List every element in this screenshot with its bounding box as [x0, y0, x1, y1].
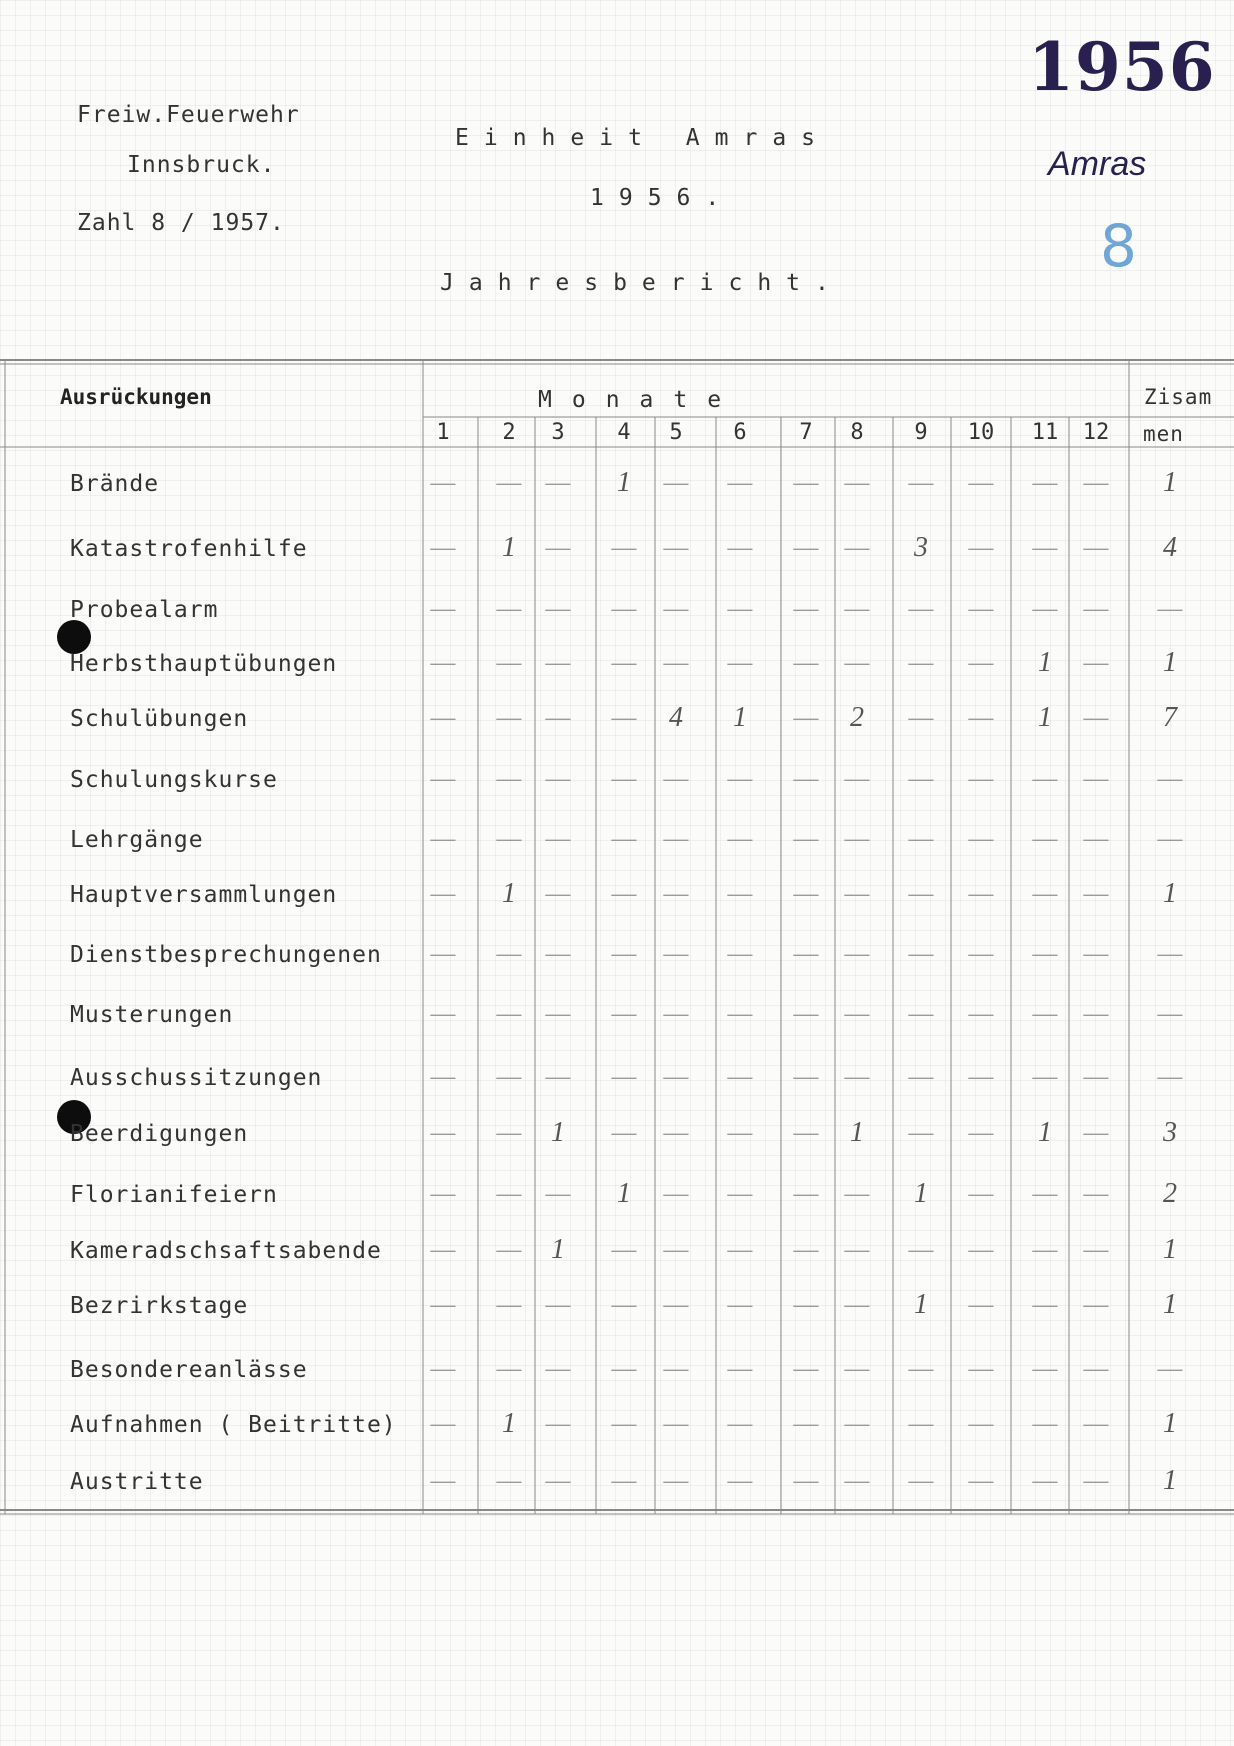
month-header-1: 1: [436, 420, 450, 445]
month-header-11: 11: [1031, 420, 1059, 445]
table-cell: —: [968, 1289, 994, 1320]
stamp-place: Amras: [1048, 145, 1147, 183]
table-cell: —: [968, 1408, 994, 1439]
table-cell: —: [430, 702, 456, 733]
file-number: Zahl 8 / 1957.: [77, 210, 285, 236]
table-cell: —: [611, 532, 637, 563]
table-cell: —: [496, 467, 522, 498]
table-cell: 1: [914, 1178, 928, 1209]
row-label: Ausschussitzungen: [70, 1065, 323, 1091]
row-label: Schulungskurse: [70, 767, 278, 793]
table-cell: —: [727, 532, 753, 563]
table-cell: —: [968, 1117, 994, 1148]
table-cell: 1: [502, 1408, 516, 1439]
month-header-5: 5: [669, 420, 683, 445]
table-cell: —: [611, 763, 637, 794]
row-total: —: [1157, 593, 1183, 624]
table-cell: —: [1083, 1408, 1109, 1439]
table-cell: —: [1032, 1289, 1058, 1320]
table-cell: —: [663, 938, 689, 969]
table-cell: —: [1032, 763, 1058, 794]
table-cell: —: [663, 878, 689, 909]
table-cell: —: [611, 702, 637, 733]
table-cell: —: [1083, 763, 1109, 794]
table-cell: —: [496, 823, 522, 854]
table-cell: —: [1083, 1117, 1109, 1148]
table-cell: —: [908, 1061, 934, 1092]
table-cell: —: [968, 938, 994, 969]
table-cell: —: [908, 763, 934, 794]
table-cell: —: [1032, 1234, 1058, 1265]
row-label: Beerdigungen: [70, 1121, 249, 1147]
table-cell: —: [430, 1465, 456, 1496]
table-cell: —: [430, 467, 456, 498]
table-cell: —: [968, 702, 994, 733]
table-cell: —: [611, 823, 637, 854]
table-cell: —: [611, 1465, 637, 1496]
table-cell: —: [663, 647, 689, 678]
table-cell: —: [611, 1289, 637, 1320]
table-cell: —: [1083, 1234, 1109, 1265]
table-cell: —: [545, 1465, 571, 1496]
table-cell: —: [663, 823, 689, 854]
row-label: Lehrgänge: [70, 827, 204, 853]
table-cell: —: [1083, 593, 1109, 624]
table-cell: —: [727, 1408, 753, 1439]
table-cell: 1: [850, 1117, 864, 1148]
table-cell: —: [727, 878, 753, 909]
table-cell: 1: [1038, 1117, 1052, 1148]
months-header: Monate: [538, 387, 742, 413]
table-cell: —: [908, 998, 934, 1029]
row-label: Bezrirkstage: [70, 1293, 249, 1319]
table-cell: —: [496, 702, 522, 733]
table-cell: —: [663, 593, 689, 624]
year-line: 1956.: [590, 185, 735, 211]
table-cell: —: [844, 938, 870, 969]
table-cell: —: [663, 998, 689, 1029]
table-cell: —: [844, 1061, 870, 1092]
table-cell: —: [430, 763, 456, 794]
table-cell: —: [663, 763, 689, 794]
table-cell: 1: [1038, 647, 1052, 678]
table-cell: —: [496, 1178, 522, 1209]
table-cell: —: [430, 593, 456, 624]
row-label: Austritte: [70, 1469, 204, 1495]
table-cell: —: [727, 1353, 753, 1384]
table-cell: —: [430, 938, 456, 969]
row-total: 4: [1163, 532, 1177, 563]
table-cell: —: [496, 1117, 522, 1148]
table-cell: —: [611, 1408, 637, 1439]
table-cell: —: [430, 532, 456, 563]
table-cell: —: [1032, 998, 1058, 1029]
table-cell: —: [545, 593, 571, 624]
table-cell: —: [496, 593, 522, 624]
row-total: 1: [1163, 467, 1177, 498]
total-header-line1: Zisam: [1144, 385, 1213, 409]
row-total: —: [1157, 998, 1183, 1029]
table-cell: —: [844, 763, 870, 794]
table-cell: —: [611, 1117, 637, 1148]
table-cell: —: [430, 1408, 456, 1439]
table-cell: —: [611, 878, 637, 909]
row-label: Kameradschsaftsabende: [70, 1238, 382, 1264]
table-cell: —: [793, 1353, 819, 1384]
table-cell: —: [1083, 998, 1109, 1029]
table-cell: —: [496, 1234, 522, 1265]
table-cell: —: [793, 647, 819, 678]
table-cell: —: [968, 763, 994, 794]
table-cell: —: [793, 1061, 819, 1092]
table-cell: —: [611, 1353, 637, 1384]
table-cell: —: [727, 938, 753, 969]
table-cell: 1: [1038, 702, 1052, 733]
table-cell: —: [793, 878, 819, 909]
stamp-year: 1956: [1028, 28, 1216, 106]
row-total: —: [1157, 1353, 1183, 1384]
table-cell: —: [663, 1178, 689, 1209]
row-total: —: [1157, 823, 1183, 854]
row-total: 1: [1163, 647, 1177, 678]
table-cell: —: [844, 1353, 870, 1384]
table-cell: —: [793, 1289, 819, 1320]
table-cell: —: [1083, 1353, 1109, 1384]
table-cell: —: [793, 823, 819, 854]
row-label: Besondereanlässe: [70, 1357, 308, 1383]
handwritten-number: 8: [1100, 212, 1137, 280]
table-cell: —: [611, 938, 637, 969]
month-header-10: 10: [967, 420, 995, 445]
month-header-8: 8: [850, 420, 864, 445]
table-cell: —: [908, 1353, 934, 1384]
unit-title: Einheit Amras: [455, 125, 831, 151]
table-cell: —: [663, 1234, 689, 1265]
table-cell: —: [663, 1353, 689, 1384]
table-cell: —: [844, 1408, 870, 1439]
table-cell: —: [430, 878, 456, 909]
table-cell: —: [1083, 938, 1109, 969]
table-cell: —: [1032, 1178, 1058, 1209]
table-cell: —: [727, 1234, 753, 1265]
table-cell: —: [793, 1117, 819, 1148]
month-header-6: 6: [733, 420, 747, 445]
table-cell: —: [844, 823, 870, 854]
table-cell: 1: [502, 532, 516, 563]
row-total: 1: [1163, 1234, 1177, 1265]
table-cell: —: [908, 647, 934, 678]
table-cell: —: [430, 1178, 456, 1209]
table-cell: —: [496, 647, 522, 678]
table-cell: —: [496, 998, 522, 1029]
table-cell: —: [793, 1465, 819, 1496]
table-cell: —: [1032, 1353, 1058, 1384]
table-cell: —: [430, 1353, 456, 1384]
table-cell: —: [727, 823, 753, 854]
table-cell: —: [663, 1117, 689, 1148]
table-cell: —: [545, 532, 571, 563]
table-cell: —: [1083, 532, 1109, 563]
table-cell: —: [545, 647, 571, 678]
table-cell: —: [545, 763, 571, 794]
table-cell: 1: [914, 1289, 928, 1320]
table-cell: —: [545, 938, 571, 969]
table-cell: —: [968, 878, 994, 909]
table-cell: —: [663, 532, 689, 563]
table-cell: —: [844, 998, 870, 1029]
row-label: Schulübungen: [70, 706, 249, 732]
table-cell: 1: [502, 878, 516, 909]
month-header-3: 3: [551, 420, 565, 445]
table-cell: —: [968, 532, 994, 563]
table-cell: —: [545, 1408, 571, 1439]
table-cell: —: [727, 1061, 753, 1092]
table-cell: —: [1032, 1061, 1058, 1092]
month-header-9: 9: [914, 420, 928, 445]
table-cell: —: [1083, 647, 1109, 678]
table-cell: —: [663, 1289, 689, 1320]
table-cell: —: [968, 823, 994, 854]
table-cell: —: [793, 467, 819, 498]
month-header-2: 2: [502, 420, 516, 445]
table-cell: —: [844, 532, 870, 563]
table-cell: —: [545, 1289, 571, 1320]
table-cell: —: [496, 763, 522, 794]
table-cell: —: [663, 1408, 689, 1439]
table-cell: —: [793, 1408, 819, 1439]
table-cell: —: [430, 1289, 456, 1320]
row-total: 2: [1163, 1178, 1177, 1209]
report-title: Jahresbericht.: [440, 270, 844, 296]
month-header-4: 4: [617, 420, 631, 445]
table-cell: —: [496, 1289, 522, 1320]
table-cell: 4: [669, 702, 683, 733]
table-cell: —: [430, 1061, 456, 1092]
table-cell: —: [844, 1178, 870, 1209]
table-cell: —: [545, 878, 571, 909]
category-header: Ausrückungen: [60, 385, 212, 409]
table-cell: —: [727, 1465, 753, 1496]
table-cell: —: [844, 878, 870, 909]
row-total: —: [1157, 763, 1183, 794]
table-cell: —: [968, 998, 994, 1029]
table-cell: 2: [850, 702, 864, 733]
table-cell: —: [908, 823, 934, 854]
table-cell: —: [663, 467, 689, 498]
table-cell: —: [1083, 823, 1109, 854]
table-cell: —: [1083, 1465, 1109, 1496]
table-cell: —: [1083, 1178, 1109, 1209]
table-cell: —: [968, 1353, 994, 1384]
table-cell: —: [908, 1408, 934, 1439]
table-cell: —: [545, 998, 571, 1029]
table-cell: —: [611, 1234, 637, 1265]
table-cell: 1: [551, 1117, 565, 1148]
table-cell: —: [430, 647, 456, 678]
row-total: 1: [1163, 1289, 1177, 1320]
table-cell: —: [1083, 467, 1109, 498]
table-cell: —: [793, 1234, 819, 1265]
table-cell: 3: [914, 532, 928, 563]
table-cell: —: [727, 593, 753, 624]
table-cell: —: [611, 998, 637, 1029]
table-cell: —: [908, 467, 934, 498]
table-cell: —: [663, 1061, 689, 1092]
row-total: 1: [1163, 878, 1177, 909]
row-total: 1: [1163, 1465, 1177, 1496]
table-cell: —: [908, 938, 934, 969]
table-cell: 1: [733, 702, 747, 733]
table-cell: —: [1032, 878, 1058, 909]
table-cell: —: [968, 1465, 994, 1496]
table-cell: —: [793, 702, 819, 733]
table-cell: —: [611, 647, 637, 678]
table-cell: —: [430, 998, 456, 1029]
row-total: 7: [1163, 702, 1177, 733]
table-cell: —: [545, 702, 571, 733]
table-cell: 1: [551, 1234, 565, 1265]
table-cell: —: [545, 1178, 571, 1209]
table-cell: —: [908, 878, 934, 909]
row-label: Brände: [70, 471, 160, 497]
table-cell: —: [844, 593, 870, 624]
table-cell: —: [844, 1465, 870, 1496]
month-header-12: 12: [1082, 420, 1110, 445]
table-cell: —: [793, 1178, 819, 1209]
table-cell: —: [545, 1061, 571, 1092]
table-cell: —: [844, 1289, 870, 1320]
table-cell: —: [496, 1353, 522, 1384]
table-cell: —: [545, 1353, 571, 1384]
table-cell: —: [611, 593, 637, 624]
row-label: Hauptversammlungen: [70, 882, 338, 908]
row-label: Aufnahmen ( Beitritte): [70, 1412, 397, 1438]
table-cell: —: [908, 593, 934, 624]
table-cell: —: [1032, 1408, 1058, 1439]
table-cell: —: [1032, 593, 1058, 624]
table-cell: —: [727, 998, 753, 1029]
table-cell: —: [1032, 823, 1058, 854]
table-cell: —: [727, 467, 753, 498]
row-label: Dienstbesprechungenen: [70, 942, 382, 968]
table-cell: —: [908, 1234, 934, 1265]
table-cell: —: [1032, 532, 1058, 563]
table-cell: —: [844, 1234, 870, 1265]
row-label: Florianifeiern: [70, 1182, 278, 1208]
table-cell: —: [727, 647, 753, 678]
table-cell: —: [793, 938, 819, 969]
table-cell: —: [545, 823, 571, 854]
table-cell: —: [1083, 1289, 1109, 1320]
row-label: Probealarm: [70, 597, 219, 623]
row-total: —: [1157, 938, 1183, 969]
table-cell: —: [727, 1178, 753, 1209]
table-cell: —: [496, 1465, 522, 1496]
table-cell: —: [968, 1061, 994, 1092]
table-cell: —: [908, 1117, 934, 1148]
table-cell: —: [793, 763, 819, 794]
table-cell: —: [1032, 938, 1058, 969]
table-cell: —: [545, 467, 571, 498]
table-cell: —: [908, 702, 934, 733]
table-cell: —: [1083, 702, 1109, 733]
table-cell: —: [1032, 1465, 1058, 1496]
month-header-7: 7: [799, 420, 813, 445]
table-cell: —: [968, 1178, 994, 1209]
row-label: Herbsthauptübungen: [70, 651, 338, 677]
row-label: Katastrofenhilfe: [70, 536, 308, 562]
table-cell: —: [430, 1234, 456, 1265]
org-line-1: Freiw.Feuerwehr: [77, 102, 300, 128]
table-cell: —: [1083, 1061, 1109, 1092]
table-cell: —: [663, 1465, 689, 1496]
table-cell: —: [496, 938, 522, 969]
table-cell: —: [968, 647, 994, 678]
table-cell: —: [793, 532, 819, 563]
table-cell: —: [968, 593, 994, 624]
table-cell: —: [430, 1117, 456, 1148]
table-cell: —: [1032, 467, 1058, 498]
table-cell: —: [844, 647, 870, 678]
org-line-2: Innsbruck.: [127, 152, 276, 178]
row-total: —: [1157, 1061, 1183, 1092]
table-cell: —: [1083, 878, 1109, 909]
table-cell: —: [430, 823, 456, 854]
table-cell: —: [793, 998, 819, 1029]
table-cell: —: [727, 1117, 753, 1148]
table-cell: —: [727, 1289, 753, 1320]
row-total: 1: [1163, 1408, 1177, 1439]
table-cell: 1: [617, 1178, 631, 1209]
table-cell: —: [611, 1061, 637, 1092]
table-cell: 1: [617, 467, 631, 498]
table-cell: —: [844, 467, 870, 498]
row-total: 3: [1163, 1117, 1177, 1148]
table-cell: —: [968, 1234, 994, 1265]
total-header-line2: men: [1143, 422, 1184, 446]
table-cell: —: [496, 1061, 522, 1092]
row-label: Musterungen: [70, 1002, 234, 1028]
table-cell: —: [793, 593, 819, 624]
table-cell: —: [968, 467, 994, 498]
table-cell: —: [908, 1465, 934, 1496]
table-cell: —: [727, 763, 753, 794]
